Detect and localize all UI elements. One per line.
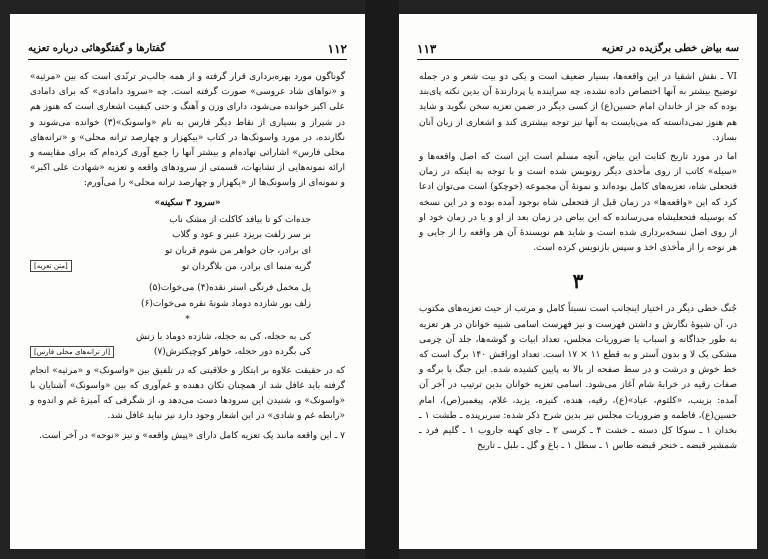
section-number: ۳ — [572, 269, 584, 294]
page-body — [30, 70, 345, 448]
page-header — [417, 42, 739, 60]
paragraph: گوناگون مورد بهره‌برداری قرار گرفته و از همه جالب‌تر ترنّدی است که بین «مرثیه» و «نواهای شاد عروسی» صورت گرفته است. چه «سرود دامادی» که برای دامادی علی اکبر خوانده می‌شود، دارای وزن و آهنگ و حتی کیفیت اشعاری است که هنوز هم در شیراز و بسیاری از نقاط دیگر فارس به نام «واسونک»(۳) خوانده می‌شوند و نگارنده، در مورد واسونک‌ها در کتاب «بیکهزار و چهارصد ترانه محلی» و «ترانه‌های محلی فارس» اشاراتی نهاده‌ام و بیشتر آنها را جمع آوری کرده‌ام که برای مقایسه و ارائه نمونه‌هایی از تشابهات، قسمتی از سرودهای واقعه و تعزیه «شهادت علی اکبر» و نمونه‌ای از واسونک‌ها از «یکهزار و چهارصد ترانه محلی» را می‌آورم: — [30, 72, 346, 189]
verse-block — [30, 330, 345, 361]
paragraph: اما در مورد تاریخ کتابت این بیاض، آنچه مسلم است این است که اصل واقعه‌ها و «سیله» کاتب از روی مأخذی دیگر رونویس شده است و با توجه به اینکه در زمان فتحعلی شاه، تعزیه‌های کامل بوده‌اند و نمونهٔ آن مجموعه (خوچکو) است می‌توان ادعا کرد که این «واقعه‌ها» در زمان قبل از فتحعلی شاه بوجود آمده بوده و در این نسخه که بوسیله فتحعلیشاه می‌رسانده که این بیاض در زمان بعد از او و یا در زمان خود او از روی اصل نسخه‌برداری شده است و شاید هم نویسندهٔ آن هر واقعه را از جایی و هر نوحه را از مأخذی اخذ و سپس بازنویس کرده است. — [419, 152, 737, 254]
source-note: [از ترانه‌های محلی فارس] — [30, 346, 114, 358]
paragraph: که در حقیقت علاوه بر ابتکار و خلاقیتی که در تلفیق بین «واسونک» و «مرثیه» انجام گرفته باید غافل شد از همچنان تکان دهنده و غم‌آوری که بین «واسونک» آشنایان با «واسونک» و، شنیدن این سرودها دست می‌دهد و، از شگرفی که آمیزهٔ غم و اندوه و «رابطه غم و شادی» در این اشعار وجود دارد نیز نباید غافل شد. — [30, 365, 345, 422]
paragraph: ۷ ـ این واقعه مانند یک تعزیه کامل دارای «پیش واقعه» و نیز «نوحه» در آخر است. — [39, 430, 345, 441]
running-title: گفتارها و گفتگوهائی درباره تعزیه — [28, 43, 166, 54]
page-body — [419, 70, 737, 458]
verse-line: زلف بور شازده دوماد شونهٔ نقره می‌خوات(۶) — [141, 298, 311, 309]
verse-block — [30, 213, 345, 275]
left-page — [10, 14, 365, 549]
page-number: ۱۱۲ — [327, 42, 347, 56]
verse-line: کی به حجله، کی به حجله، شازده دوماد با زنش — [136, 331, 311, 342]
page-header — [28, 42, 347, 60]
right-page — [399, 14, 757, 549]
spine-gutter — [365, 0, 399, 559]
source-note: [متن تعزیه] — [30, 260, 72, 272]
verse-line: بر سر زلفت بریزد عنبر و عود و گلاب — [172, 230, 311, 241]
verse-line: ای برادر، جان خواهر من شوم قربان تو — [165, 246, 311, 257]
paragraph: VI ـ نقش اشقیا در این واقعه‌ها، بسیار ضعیف است و یکی دو بیت شعر و در جمله توضیح بیشتر به آنها اختصاص داده نشده، چه سراینده یا پردازندهٔ آن بدین نکته پای‌بند بوده که جز از خاندان امام حسین(ع) از کسی دیگر در ضمن تعزیه سخن نگوید و شاید هم هنوز نمی‌دانسته که می‌بایست به آنها نیز توجه بیشتری کند و اشعاری از زبان آنان بسازد. — [419, 72, 737, 143]
verse-line: یل مخمل فرنگی استر نقده(۴) می‌خوات(۵) — [149, 283, 311, 294]
running-title: سه بیاض خطی برگزیده در تعزیه — [601, 43, 739, 54]
stanza-heading: «سرود ۳ سکینه» — [154, 197, 221, 208]
separator-star: * — [185, 315, 190, 326]
verse-block — [30, 281, 345, 312]
verse-line: گریه منما ای برادر، من بلاگردان تو — [181, 261, 311, 272]
verse-line: جده‌ات کو تا بیافد کاکلت از مشک ناب — [169, 214, 311, 225]
page-number: ۱۱۳ — [417, 42, 437, 56]
paragraph: جُنگ خطی دیگر در اختیار اینجانب است نسبتاً کامل و مرتب از حیث تعزیه‌های مکتوب در، آن شیوهٔ نگارش و داشتن فهرست و نیز فهرست اسامی شبیه خوانان در هر تعزیه به طور جداگانه و اسباب یا ضروریات مجلس، تعداد ابیات و گوشه‌ها، جلد آن چرمی مشکی یک لا و بدون آستر و به قطع ۱۱ × ۱۷ است. تعداد اوراقش ۱۴۰ برگ است که خط خوش و درشت و در سط صفحه از بالا به پایین کشیده شده. این جنگ با برگه و صفات رقیه در خرابهٔ شام آغاز می‌شود. اسامی تعزیه خوانان بدین ترتیب در آخر آن آمده: بزینب، «کلثوم، عباد»(ع)، رقیه، هنده، کنیزه، یزید، غلام، پیغمبر(ص)، امام حسین(ع)، فاطمه و ضروریات مجلس نیز بدین شرح ذکر شده: سریرپنده ـ طشت ۱ ـ بخدان ۱ ـ سوکا کل دسته ـ خشت ۴ ـ کرسی ۲ ـ جای کهنه جاروب ۱ ـ گلیم فرد ـ شمشیر قبضه ـ خنجر قبضه طاس ۱ ـ سطل ۱ ـ باغ و گل ـ بلبل ـ تاریخ — [419, 304, 738, 452]
verse-line: کی بگرده دور حجله، خواهر کوچیکترش(۷) — [153, 347, 311, 358]
